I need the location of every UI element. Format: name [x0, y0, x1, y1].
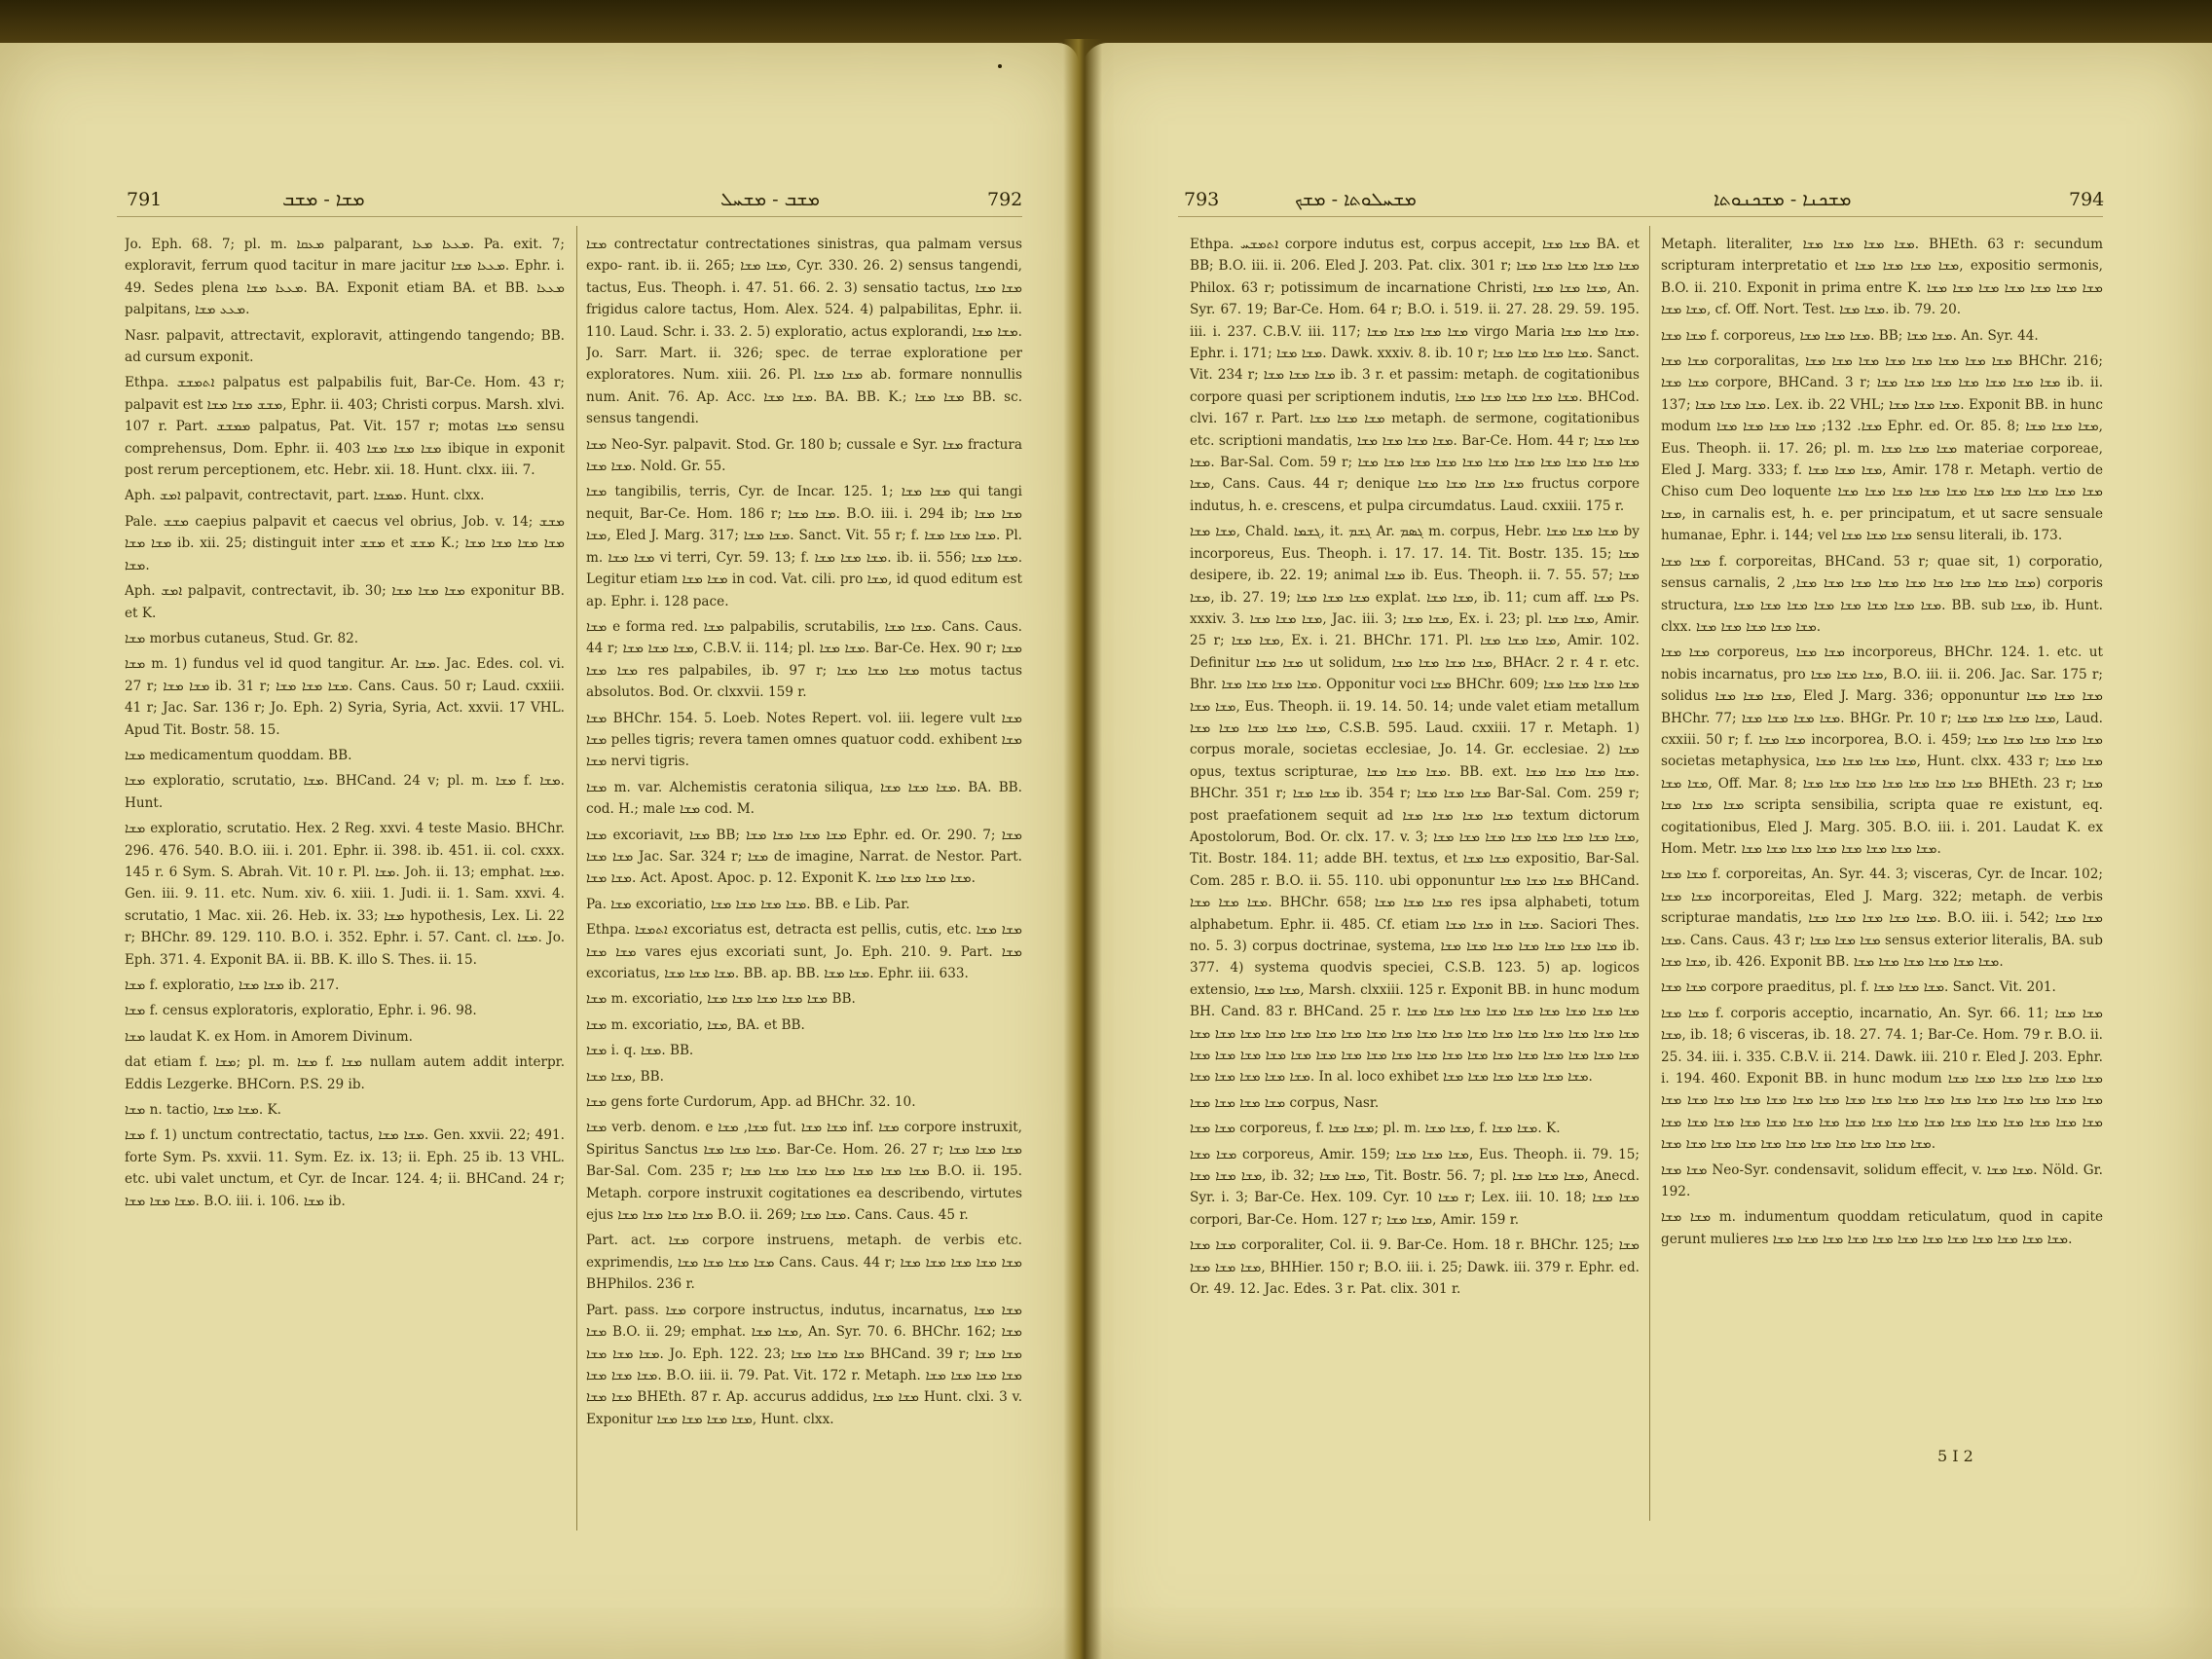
dictionary-entry: ܡܫܐ gens forte Curdorum, App. ad BHChr. 32. 10.: [586, 1094, 916, 1111]
running-head-left-2: ܡܫܒ - ܡܫܚܠ: [720, 189, 820, 210]
dictionary-entry: ܡܫܐ morbus cutaneus, Stud. Gr. 82.: [125, 630, 359, 646]
dictionary-entry: ܡܫܐ m. 1) fundus vel id quod tangitur. Ar. ܡܫܐ. Jac. Edes. col. vi. 27 r; ܡܫܐ ܡܫܐ ib. 31 r; ܡܫܐ ܡܫܐ ܡܫܐ. Cans. Caus. 50 r; Laud. cxxiii. 41 r; Jac. Sar. 136 r; Jo. Eph. 2) Syria, Syria, Act. xxvii. 17 VHL. Apud Tit. Bostr. 58. 15.: [125, 656, 565, 738]
dictionary-entry: Part. act. ܡܫܐ corpore instruens, metaph. de verbis etc. exprimendis, ܡܫܐ ܡܫܐ ܡܫܐ ܡܫܐ Cans. Caus. 44 r; ܡܫܐ ܡܫܐ ܡܫܐ ܡܫܐ ܡܫܐ BHPhilos. 236 r.: [586, 1233, 1022, 1293]
dictionary-entry: ܡܫܐ ܡܫܐ, Chald. ܓܫܡܐ, it. ܓܫܡ Ar. ܓܣܡ m. corpus, Hebr. ܡܫܐ ܡܫܐ ܡܫܐ by incorporeus, Eus. Theoph. i. 17. 17. 14. Tit. Bostr. 135. 15; ܡܫܐ desipere, ib. 22. 19; animal ܡܫܐ ib. Eus. Theoph. ii. 7. 55. 57; ܡܫܐ ܡܫܐ, ib. 27. 19; ܡܫܐ ܡܫܐ ܡܫܐ explat. ܡܫܐ ܡܫܐ, ib. 11; cum aff. ܡܫܐ Ps. xxxiv. 3. ܡܫܐ ܡܫܐ ܡܫܐ, Jac. iii. 3; ܡܫܐ ܡܫܐ, Ex. i. 23; pl. ܡܫܐ ܡܫܐ, Amir. 25 r; ܡܫܐ ܡܫܐ, Ex. i. 21. BHChr. 171. Pl. ܡܫܐ ܡܫܐ ܡܫܐ, Amir. 102. Definitur ܡܫܐ ܡܫܐ ut solidum, ܡܫܐ ܡܫܐ ܡܫܐ ܡܫܐ, BHAcr. 2 r. 4 r. etc. Bhr. ܡܫܐ ܡܫܐ ܡܫܐ ܡܫܐ. Opponitur voci ܡܫܐ BHChr. 609; ܡܫܐ ܡܫܐ ܡܫܐ ܡܫܐ ܡܫܐ ܡܫܐ, Eus. Theoph. ii. 19. 14. 50. 14; unde valet etiam metallum ܡܫܐ ܡܫܐ ܡܫܐ ܡܫܐ ܡܫܐ, C.S.B. 595. Laud. cxxiii. 17 r. Metaph. 1) corpus morale, societas ecclesiae, Jo. 14. Gr. ecclesiae. 2) ܡܫܐ opus, textus scripturae, ܡܫܐ ܡܫܐ ܡܫܐ. BB. ext. ܡܫܐ ܡܫܐ ܡܫܐ ܡܫܐ. BHChr. 351 r; ܡܫܐ ܡܫܐ ib. 354 r; ܡܫܐ ܡܫܐ ܡܫܐ Bar-Sal. Com. 259 r; post praefationem sequit ad ܡܫܐ ܡܫܐ ܡܫܐ ܡܫܐ textum dictorum Apostolorum, Bod. Or. clx. 17. v. 3; ܡܫܐ ܡܫܐ ܡܫܐ ܡܫܐ ܡܫܐ ܡܫܐ ܡܫܐ ܡܫܐ, Tit. Bostr. 184. 11; adde BH. textus, et ܡܫܐ ܡܫܐ expositio, Bar-Sal. Com. 285 r. B.O. ii. 55. 110. ubi opponuntur ܡܫܐ ܡܫܐ ܡܫܐ BHCand. ܡܫܐ ܡܫܐ ܡܫܐ. BHChr. 658; ܡܫܐ ܡܫܐ ܡܫܐ res ipsa alphabeti, totum alphabetum. Ephr. ii. 485. Cf. etiam ܡܫܐ ܡܫܐ in ܡܫܐ. Saciori Thes. no. 5. 3) corpus doctrinae, systema, ܡܫܐ ܡܫܐ ܡܫܐ ܡܫܐ ܡܫܐ ܡܫܐ ܡܫܐ ib. 377. 4) systema quodvis speciei, C.S.B. 123. 5) ap. logicos extensio, ܡܫܐ ܡܫܐ, Marsh. clxxiii. 125 r. Exponit BB. in hunc modum BH. Cand. 83 r. BHCand. 25 r. ܡܫܐ ܡܫܐ ܡܫܐ ܡܫܐ ܡܫܐ ܡܫܐ ܡܫܐ ܡܫܐ ܡܫܐ ܡܫܐ ܡܫܐ ܡܫܐ ܡܫܐ ܡܫܐ ܡܫܐ ܡܫܐ ܡܫܐ ܡܫܐ ܡܫܐ ܡܫܐ ܡܫܐ ܡܫܐ ܡܫܐ ܡܫܐ ܡܫܐ ܡܫܐ ܡܫܐ ܡܫܐ ܡܫܐ ܡܫܐ ܡܫܐ ܡܫܐ ܡܫܐ ܡܫܐ ܡܫܐ ܡܫܐ ܡܫܐ ܡܫܐ ܡܫܐ ܡܫܐ ܡܫܐ ܡܫܐ ܡܫܐ ܡܫܐ ܡܫܐ ܡܫܐ ܡܫܐ ܡܫܐ ܡܫܐ ܡܫܐ. In al. loco exhibet ܡܫܐ ܡܫܐ ܡܫܐ ܡܫܐ ܡܫܐ ܡܫܐ.: [1190, 524, 1640, 1086]
dictionary-entry: ܡܫܐ Neo-Syr. palpavit. Stod. Gr. 180 b; cussale e Syr. ܡܫܐ fractura ܡܫܐ ܡܫܐ. Nold. Gr. 55.: [586, 436, 1022, 475]
dictionary-entry: Nasr. palpavit, attrectavit, exploravit, attingendo tangendo; BB. ad cursum exponit.: [125, 327, 565, 366]
dictionary-entry: ܡܫܐ ܡܫܐ f. corporis acceptio, incarnatio, An. Syr. 66. 11; ܡܫܐ ܡܫܐ ܡܫܐ, ib. 18; 6 visceras, ib. 18. 27. 74. 1; Bar-Ce. Hom. 79 r. B.O. ii. 25. 34. iii. i. 335. C.B.V. ii. 214. Dawk. iii. 210 r. Eled J. 203. Ephr. i. 194. 460. Exponit BB. in hunc modum ܡܫܐ ܡܫܐ ܡܫܐ ܡܫܐ ܡܫܐ ܡܫܐ ܡܫܐ ܡܫܐ ܡܫܐ ܡܫܐ ܡܫܐ ܡܫܐ ܡܫܐ ܡܫܐ ܡܫܐ ܡܫܐ ܡܫܐ ܡܫܐ ܡܫܐ ܡܫܐ ܡܫܐ ܡܫܐ ܡܫܐ ܡܫܐ ܡܫܐ ܡܫܐ ܡܫܐ ܡܫܐ ܡܫܐ ܡܫܐ ܡܫܐ ܡܫܐ ܡܫܐ ܡܫܐ ܡܫܐ ܡܫܐ ܡܫܐ ܡܫܐ ܡܫܐ ܡܫܐ ܡܫܐ ܡܫܐ ܡܫܐ ܡܫܐ ܡܫܐ ܡܫܐ ܡܫܐ ܡܫܐ ܡܫܐ ܡܫܐ ܡܫܐ.: [1661, 1005, 2103, 1153]
dictionary-entry: ܡܫܐ BHChr. 154. 5. Loeb. Notes Repert. vol. iii. legere vult ܡܫܐ ܡܫܐ pelles tigris; revera tamen omnes quatuor codd. exhibent ܡܫܐ ܡܫܐ nervi tigris.: [586, 710, 1022, 770]
dictionary-entry: Ethpa. ܐܬܡܫܐ excoriatus est, detracta est pellis, cutis, etc. ܡܫܐ ܡܫܐ ܡܫܐ ܡܫܐ vares ejus excoriati sunt, Jo. Eph. 210. 9. Part. ܡܫܐ excoriatus, ܡܫܐ ܡܫܐ ܡܫܐ. BB. ap. BB. ܡܫܐ ܡܫܐ. Ephr. iii. 633.: [586, 922, 1022, 981]
dictionary-entry: ܡܫܐ contrectatur contrectationes sinistras, qua palmam versus expo- rant. ib. ii. 265; ܡܫܐ ܡܫܐ, Cyr. 330. 26. 2) sensus tangendi, tactus, Eus. Theoph. i. 47. 51. 66. 2. 3) sensatio tactus, ܡܫܐ ܡܫܐ frigidus calore tactus, Hom. Alex. 524. 4) palpabilitas, Ephr. ii. 110. Laud. Schr. i. 33. 2. 5) exploratio, actus explorandi, ܡܫܐ ܡܫܐ. Jo. Sarr. Mart. ii. 326; spec. de terrae exploratione per exploratores. Num. xiii. 26. Pl. ܡܫܐ ܡܫܐ ab. formare nonnullis num. Anit. 76. Ap. Acc. ܡܫܐ ܡܫܐ. BA. BB. K.; ܡܫܐ ܡܫܐ BB. sc. sensus tangendi.: [586, 237, 1022, 427]
dictionary-entry: ܡܫܐ ܡܫܐ corporaliter, Col. ii. 9. Bar-Ce. Hom. 18 r. BHChr. 125; ܡܫܐ ܡܫܐ ܡܫܐ ܡܫܐ, BHHier. 150 r; B.O. iii. i. 25; Dawk. iii. 379 r. Ephr. ed. Or. 49. 12. Jac. Edes. 3 r. Pat. clix. 301 r.: [1190, 1237, 1640, 1298]
dictionary-entry: ܡܫܐ i. q. ܡܫܐ. BB.: [586, 1043, 694, 1059]
running-head-right-1: ܡܫܚܠܘܬܐ - ܡܫܟ: [1295, 189, 1417, 210]
page-number-793: 793: [1184, 189, 1220, 210]
running-head-left-1: ܡܫܐ - ܡܫܒ: [282, 189, 365, 210]
dictionary-entry: ܡܫܐ ܡܫܐ corporalitas, ܡܫܐ ܡܫܐ ܡܫܐ ܡܫܐ ܡܫܐ ܡܫܐ ܡܫܐ ܡܫܐ BHChr. 216; ܡܫܐ ܡܫܐ corpore, BHCand. 3 r; ܡܫܐ ܡܫܐ ܡܫܐ ܡܫܐ ܡܫܐ ܡܫܐ ܡܫܐ ib. ii. 137; ܡܫܐ ܡܫܐ ܡܫܐ. Lex. ib. 22 VHL; ܡܫܐ ܡܫܐ ܡܫܐ. Exponit BB. in hunc modum ܡܫܐ. 132; ܡܫܐ ܡܫܐ ܡܫܐ ܡܫܐ Ephr. ed. Or. 85. 8; ܡܫܐ ܡܫܐ ܡܫܐ, Eus. Theoph. ii. 17. 26; pl. m. ܡܫܐ ܡܫܐ ܡܫܐ materiae corporeae, Eled J. Marg. 333; f. ܡܫܐ ܡܫܐ ܡܫܐ, Amir. 178 r. Metaph. vertio de Chiso cum Deo loquente ܡܫܐ ܡܫܐ ܡܫܐ ܡܫܐ ܡܫܐ ܡܫܐ ܡܫܐ ܡܫܐ ܡܫܐ ܡܫܐ ܡܫܐ, in carnalis est, h. e. per principatum, et ut sacre sensuale humanae, Ephr. i. 144; vel ܡܫܐ ܡܫܐ ܡܫܐ sensu literali, ib. 173.: [1661, 353, 2103, 544]
column-divider-left: [576, 226, 577, 1530]
dictionary-entry: ܡܫܐ e forma red. ܡܫܐ palpabilis, scrutabilis, ܡܫܐ ܡܫܐ. Cans. Caus. 44 r; ܡܫܐ ܡܫܐ ܡܫܐ, C.B.V. ii. 114; pl. ܡܫܐ ܡܫܐ. Bar-Ce. Hex. 90 r; ܡܫܐ ܡܫܐ ܡܫܐ res palpabiles, ib. 97 r; ܡܫܐ ܡܫܐ ܡܫܐ motus tactus absolutos. Bod. Or. clxxvii. 159 r.: [586, 618, 1022, 701]
dictionary-entry: ܡܫܐ laudat K. ex Hom. in Amorem Divinum.: [125, 1028, 413, 1045]
left-page-column-2: [586, 234, 1022, 1529]
dictionary-entry: ܡܫܐ tangibilis, terris, Cyr. de Incar. 125. 1; ܡܫܐ ܡܫܐ qui tangi nequit, Bar-Ce. Hom. 186 r; ܡܫܐ ܡܫܐ. B.O. iii. i. 294 ib; ܡܫܐ ܡܫܐ ܡܫܐ, Eled J. Marg. 317; ܡܫܐ ܡܫܐ. Sanct. Vit. 55 r; f. ܡܫܐ ܡܫܐ ܡܫܐ. Pl. m. ܡܫܐ ܡܫܐ vi terri, Cyr. 59. 13; f. ܡܫܐ ܡܫܐ ܡܫܐ. ib. ii. 556; ܡܫܐ ܡܫܐ. Legitur etiam ܡܫܐ ܡܫܐ in cod. Vat. cili. pro ܡܫܐ, id quod editum est ap. Ephr. i. 128 pace.: [586, 484, 1022, 609]
dictionary-entry: ܡܫܐ ܡܫܐ ܡܫܐ ܡܫܐ corpus, Nasr.: [1190, 1094, 1380, 1111]
dictionary-entry: ܡܫܐ ܡܫܐ f. corporeitas, An. Syr. 44. 3; visceras, Cyr. de Incar. 102; ܡܫܐ ܡܫܐ incorporeitas, Eled J. Marg. 322; metaph. de verbis scripturae mandatis, ܡܫܐ ܡܫܐ ܡܫܐ ܡܫܐ ܡܫܐ. B.O. iii. i. 542; ܡܫܐ ܡܫܐ ܡܫܐ. Cans. Caus. 43 r; ܡܫܐ ܡܫܐ ܡܫܐ sensus exterior literalis, BA. sub ܡܫܐ ܡܫܐ, ib. 426. Exponit BB. ܡܫܐ ܡܫܐ ܡܫܐ ܡܫܐ ܡܫܐ ܡܫܐ.: [1661, 866, 2103, 970]
running-head-right-2: ܡܫܟܢܐ - ܡܫܟܢܘܬܐ: [1714, 189, 1852, 210]
dictionary-entry: Aph. ܐܡܫ palpavit, contrectavit, part. ܡܡܫܐ. Hunt. clxx.: [125, 488, 485, 504]
column-divider-right: [1649, 226, 1650, 1521]
dictionary-entry: ܡܫܐ ܡܫܐ, BB.: [586, 1068, 664, 1085]
dictionary-entry: Pale. ܡܫܫ caepius palpavit et caecus vel obrius, Job. v. 14; ܡܫܫ ܡܫܐ ܡܫܐ ib. xii. 25; distinguit inter ܡܫܫ et ܡܫܫ K.; ܡܫܐ ܡܫܐ ܡܫܐ ܡܫܐ ܡܫܐ.: [125, 513, 565, 573]
dictionary-entry: ܡܫܐ m. var. Alchemistis ceratonia siliqua, ܡܫܐ ܡܫܐ ܡܫܐ. BA. BB. cod. H.; male ܡܫܐ cod. M.: [586, 779, 1022, 818]
dictionary-entry: ܡܫܐ medicamentum quoddam. BB.: [125, 747, 352, 763]
dictionary-entry: ܡܫܐ ܡܫܐ f. corporeus, ܡܫܐ ܡܫܐ ܡܫܐ. BB; ܡܫܐ ܡܫܐ. An. Syr. 44.: [1661, 327, 2039, 344]
dictionary-entry: ܡܫܐ ܡܫܐ f. corporeitas, BHCand. 53 r; quae sit, 1) corporatio, sensus carnalis, ܡܫܐ ܡܫܐ ܡܫܐ ܡܫܐ ܡܫܐ ܡܫܐ ܡܫܐ ܡܫܐ ܡܫܐ, 2) corporis structura, ܡܫܐ ܡܫܐ ܡܫܐ ܡܫܐ ܡܫܐ ܡܫܐ ܡܫܐ ܡܫܐ. BB. sub ܡܫܐ, ib. Hunt. clxx. ܡܫܐ ܡܫܐ ܡܫܐ ܡܫܐ ܡܫܐ.: [1661, 553, 2103, 635]
book-gutter: [1063, 39, 1102, 1659]
signature-mark: 5 I 2: [1937, 1447, 1973, 1465]
dictionary-entry: Aph. ܐܡܫ palpavit, contrectavit, ib. 30; ܡܫܐ ܡܫܐ ܡܫܐ exponitur BB. et K.: [125, 583, 565, 621]
dictionary-entry: ܡܫܐ f. census exploratoris, exploratio, Ephr. i. 96. 98.: [125, 1003, 477, 1019]
dictionary-entry: ܡܫܐ ܡܫܐ corporeus, f. ܡܫܐ ܡܫܐ; pl. m. ܡܫܐ ܡܫܐ, f. ܡܫܐ ܡܫܐ. K.: [1190, 1121, 1561, 1137]
dictionary-entry: dat etiam f. ܡܫܐ; pl. m. ܡܫܐ f. ܡܫܐ nullam autem addit interpr. Eddis Lezgerke. BHCorn. P.S. 29 ib.: [125, 1054, 565, 1092]
dictionary-entry: ܡܫܐ ܡܫܐ Neo-Syr. condensavit, solidum effecit, v. ܡܫܐ ܡܫܐ. Nöld. Gr. 192.: [1661, 1161, 2103, 1200]
dictionary-entry: ܡܫܐ ܡܫܐ corpore praeditus, pl. f. ܡܫܐ ܡܫܐ ܡܫܐ. Sanct. Vit. 201.: [1661, 979, 2056, 996]
dictionary-entry: Pa. ܡܫܐ excoriatio, ܡܫܐ ܡܫܐ ܡܫܐ ܡܫܐ. BB. e Lib. Par.: [586, 896, 910, 912]
dictionary-entry: Part. pass. ܡܫܐ corpore instructus, indutus, incarnatus, ܡܫܐ ܡܫܐ ܡܫܐ B.O. ii. 29; emphat. ܡܫܐ ܡܫܐ, An. Syr. 70. 6. BHChr. 162; ܡܫܐ ܡܫܐ ܡܫܐ ܡܫܐ. Jo. Eph. 122. 23; ܡܫܐ ܡܫܐ ܡܫܐ BHCand. 39 r; ܡܫܐ ܡܫܐ ܡܫܐ ܡܫܐ ܡܫܐ. B.O. iii. ii. 79. Pat. Vit. 172 r. Metaph. ܡܫܐ ܡܫܐ ܡܫܐ ܡܫܐ ܡܫܐ ܡܫܐ BHEth. 87 r. Ap. accurus addidus, ܡܫܐ ܡܫܐ Hunt. clxi. 3 v. Exponitur ܡܫܐ ܡܫܐ ܡܫܐ ܡܫܐ, Hunt. clxx.: [586, 1302, 1022, 1427]
dictionary-entry: Jo. Eph. 68. 7; pl. m. ܡܥܩܐ palparant, ܡܥܥܐ ܡܥܐ. Pa. exit. 7; exploravit, ferrum quod tacitur in mare jacitur ܡܥܥܐ ܡܫܐ. Ephr. i. 49. Sedes plena ܡܥܥܐ ܡܫܐ. BA. Exponit etiam BA. et BB. ܡܥܥܐ palpitans, ܡܥܥ ܡܫܐ.: [125, 237, 565, 318]
header-rule-left: [117, 216, 1022, 217]
dictionary-entry: ܡܫܐ ܡܫܐ corporeus, ܡܫܐ ܡܫܐ incorporeus, BHChr. 124. 1. etc. ut nobis incarnatus, pro ܡܫܐ ܡܫܐ ܡܫܐ, B.O. iii. ii. 206. Jac. Sar. 175 r; solidus ܡܫܐ ܡܫܐ ܡܫܐ, Eled J. Marg. 336; opponuntur ܡܫܐ ܡܫܐ ܡܫܐ BHChr. 77; ܡܫܐ ܡܫܐ ܡܫܐ ܡܫܐ. BHGr. Pr. 10 r; ܡܫܐ ܡܫܐ ܡܫܐ ܡܫܐ, Laud. cxxiii. 50 r; f. ܡܫܐ ܡܫܐ incorporea, B.O. i. 459; ܡܫܐ ܡܫܐ ܡܫܐ ܡܫܐ ܡܫܐ societas metaphysica, ܡܫܐ ܡܫܐ ܡܫܐ ܡܫܐ, Hunt. clxx. 433 r; ܡܫܐ ܡܫܐ ܡܫܐ ܡܫܐ, Off. Mar. 8; ܡܫܐ ܡܫܐ ܡܫܐ ܡܫܐ ܡܫܐ ܡܫܐ ܡܫܐ BHEth. 23 r; ܡܫܐ ܡܫܐ ܡܫܐ ܡܫܐ scripta sensibilia, scripta quae re existunt, eq. cogitationibus, Eled J. Marg. 305. B.O. iii. i. 201. Laudat K. ex Hom. Metr. ܡܫܐ ܡܫܐ ܡܫܐ ܡܫܐ ܡܫܐ ܡܫܐ ܡܫܐ ܡܫܐ.: [1661, 645, 2103, 857]
dictionary-entry: ܡܫܐ verb. denom. e ܡܫܐ, ܡܫܐ fut. ܡܫܐ ܡܫܐ inf. ܡܫܐ corpore instruxit, Spiritus Sanctus ܡܫܐ ܡܫܐ ܡܫܐ. Bar-Ce. Hom. 26. 27 r; ܡܫܐ ܡܫܐ ܡܫܐ Bar-Sal. Com. 235 r; ܡܫܐ ܡܫܐ ܡܫܐ ܡܫܐ ܡܫܐ ܡܫܐ ܡܫܐ B.O. ii. 195. Metaph. corpore instruxit cogitationes ea describendo, virtutes ejus ܡܫܐ ܡܫܐ ܡܫܐ ܡܫܐ B.O. ii. 269; ܡܫܐ ܡܫܐ. Cans. Caus. 45 r.: [586, 1120, 1022, 1224]
left-page-column-1: [125, 234, 565, 1529]
page-number-792: 792: [987, 189, 1023, 210]
dictionary-entry: ܡܫܐ f. exploratio, ܡܫܐ ܡܫܐ ib. 217.: [125, 977, 340, 993]
dictionary-entry: Metaph. literaliter, ܡܫܐ ܡܫܐ ܡܫܐ ܡܫܐ. BHEth. 63 r: secundum scripturam interpretatio et ܡܫܐ ܡܫܐ ܡܫܐ ܡܫܐ, expositio sermonis, B.O. ii. 210. Exponit in prima entre K. ܡܫܐ ܡܫܐ ܡܫܐ ܡܫܐ ܡܫܐ ܡܫܐ ܡܫܐ ܡܫܐ ܡܫܐ, cf. Off. Nort. Test. ܡܫܐ ܡܫܐ. ib. 79. 20.: [1661, 237, 2103, 318]
dictionary-entry: ܡܫܐ exploratio, scrutatio. Hex. 2 Reg. xxvi. 4 teste Masio. BHChr. 296. 476. 540. B.O. iii. i. 201. Ephr. ii. 398. ib. 451. ii. col. cxxx. 145 r. 6 Sym. S. Abrah. Vit. 10 r. Pl. ܡܫܐ. Joh. ii. 13; emphat. ܡܫܐ. Gen. iii. 9. 11. etc. Num. xiv. 6. xiii. 1. Judi. ii. 1. Sam. xxvi. 4. scrutatio, 1 Mac. xii. 26. Heb. ix. 33; ܡܫܐ hypothesis, Lex. Li. 22 r; BHChr. 89. 129. 110. B.O. i. 352. Ephr. i. 57. Cant. cl. ܡܫܐ. Jo. Eph. 371. 4. Exponit BA. ii. BB. K. illo S. Thes. ii. 15.: [125, 821, 565, 968]
dictionary-entry: Ethpa. ܐܬܡܫܫ palpatus est palpabilis fuit, Bar-Ce. Hom. 43 r; palpavit est ܡܫܫ ܡܫܐ ܡܫܐ, Ephr. ii. 403; Christi corpus. Marsh. xlvi. 107 r. Part. ܡܡܫܫ palpatus, Pat. Vit. 157 r; motas ܡܫܐ sensu comprehensus, Dom. Ephr. ii. 403 ܡܫܐ ܡܫܐ ܡܫܐ ibique in exponit post rerum perceptionem, etc. Hebr. xii. 18. Hunt. clxx. iii. 7.: [125, 375, 565, 479]
dictionary-entry: ܡܫܐ m. excoriatio, ܡܫܐ ܡܫܐ ܡܫܐ ܡܫܐ ܡܫܐ BB.: [586, 991, 856, 1008]
ink-speck: [998, 64, 1002, 68]
dictionary-entry: ܡܫܐ exploratio, scrutatio, ܡܫܐ. BHCand. 24 v; pl. m. ܡܫܐ f. ܡܫܐ. Hunt.: [125, 773, 565, 811]
dictionary-entry: ܡܫܐ excoriavit, ܡܫܐ BB; ܡܫܐ ܡܫܐ ܡܫܐ ܡܫܐ Ephr. ed. Or. 290. 7; ܡܫܐ ܡܫܐ ܡܫܐ Jac. Sar. 324 r; ܡܫܐ de imagine, Narrat. de Nestor. Part. ܡܫܐ ܡܫܐ. Act. Apost. Apoc. p. 12. Exponit K. ܡܫܐ ܡܫܐ ܡܫܐ ܡܫܐ.: [586, 827, 1022, 887]
dictionary-entry: ܡܫܐ m. excoriatio, ܡܫܐ, BA. et BB.: [586, 1016, 805, 1033]
page-number-794: 794: [2069, 189, 2105, 210]
dictionary-entry: ܡܫܐ f. 1) unctum contrectatio, tactus, ܡܫܐ ܡܫܐ. Gen. xxvii. 22; 491. forte Sym. Ps. xxvii. 11. Sym. Ez. ix. 13; ii. Eph. 25 ib. 13 VHL. etc. ubi valet unctum, et Cyr. de Incar. 124. 4; ii. BHCand. 24 r; ܡܫܐ ܡܫܐ ܡܫܐ. B.O. iii. i. 106. ܡܫܐ ib.: [125, 1127, 565, 1209]
dictionary-entry: ܡܫܐ ܡܫܐ m. indumentum quoddam reticulatum, quod in capite gerunt mulieres ܡܫܐ ܡܫܐ ܡܫܐ ܡܫܐ ܡܫܐ ܡܫܐ ܡܫܐ ܡܫܐ ܡܫܐ ܡܫܐ ܡܫܐ ܡܫܐ.: [1661, 1209, 2103, 1247]
right-page-column-1: [1190, 234, 1640, 1519]
right-page-column-2: [1661, 234, 2103, 1431]
dictionary-entry: Ethpa. ܐܬܡܫܚ corpore indutus est, corpus accepit, ܡܫܐ ܡܫܐ BA. et BB; B.O. iii. ii. 206. Eled J. 203. Pat. clix. 301 r; ܡܫܐ ܡܫܐ ܡܫܐ ܡܫܐ ܡܫܐ Philox. 63 r; potissimum de incarnatione Christi, ܡܫܐ ܡܫܐ ܡܫܐ, An. Syr. 67. 19; Bar-Ce. Hom. 64 r; B.O. i. 519. ii. 27. 28. 29. 59. 195. iii. i. 237. C.B.V. iii. 117; ܡܫܐ ܡܫܐ ܡܫܐ ܡܫܐ virgo Maria ܡܫܐ ܡܫܐ ܡܫܐ. Ephr. i. 171; ܡܫܐ ܡܫܐ. Dawk. xxxiv. 8. ib. 10 r; ܡܫܐ ܡܫܐ ܡܫܐ ܡܫܐ. Sanct. Vit. 234 r; ܡܫܐ ܡܫܐ ܡܫܐ ib. 3 r. et passim: metaph. de cogitationibus corpore quasi per scriptionem indutis, ܡܫܐ ܡܫܐ ܡܫܐ ܡܫܐ ܡܫܐ. BHCod. clvi. 167 r. Part. ܡܫܐ ܡܫܐ ܡܫܐ metaph. de sermone, cogitationibus etc. scriptioni mandatis, ܡܫܐ ܡܫܐ ܡܫܐ ܡܫܐ. Bar-Ce. Hom. 44 r; ܡܫܐ ܡܫܐ ܡܫܐ. Bar-Sal. Com. 59 r; ܡܫܐ ܡܫܐ ܡܫܐ ܡܫܐ ܡܫܐ ܡܫܐ ܡܫܐ ܡܫܐ ܡܫܐ ܡܫܐ ܡܫܐ ܡܫܐ, Cans. Caus. 44 r; denique ܡܫܐ ܡܫܐ ܡܫܐ ܡܫܐ fructus corpore indutus, h. e. crescens, et pulpa circumdatus. Laud. cxxiii. 175 r.: [1190, 237, 1640, 514]
dictionary-entry: ܡܫܐ n. tactio, ܡܫܐ ܡܫܐ. K.: [125, 1102, 281, 1119]
header-rule-right: [1178, 216, 2103, 217]
dictionary-entry: ܡܫܐ ܡܫܐ corporeus, Amir. 159; ܡܫܐ ܡܫܐ ܡܫܐ, Eus. Theoph. ii. 79. 15; ܡܫܐ ܡܫܐ ܡܫܐ, ib. 32; ܡܫܐ ܡܫܐ, Tit. Bostr. 56. 7; pl. ܡܫܐ ܡܫܐ ܡܫܐ, Anecd. Syr. i. 3; Bar-Ce. Hex. 109. Cyr. ܡܫܐ 10 r; Lex. iii. 10. 18; ܡܫܐ ܡܫܐ corpori, Bar-Ce. Hom. 127 r; ܡܫܐ ܡܫܐ, Amir. 159 r.: [1190, 1146, 1640, 1228]
page-number-791: 791: [127, 189, 163, 210]
